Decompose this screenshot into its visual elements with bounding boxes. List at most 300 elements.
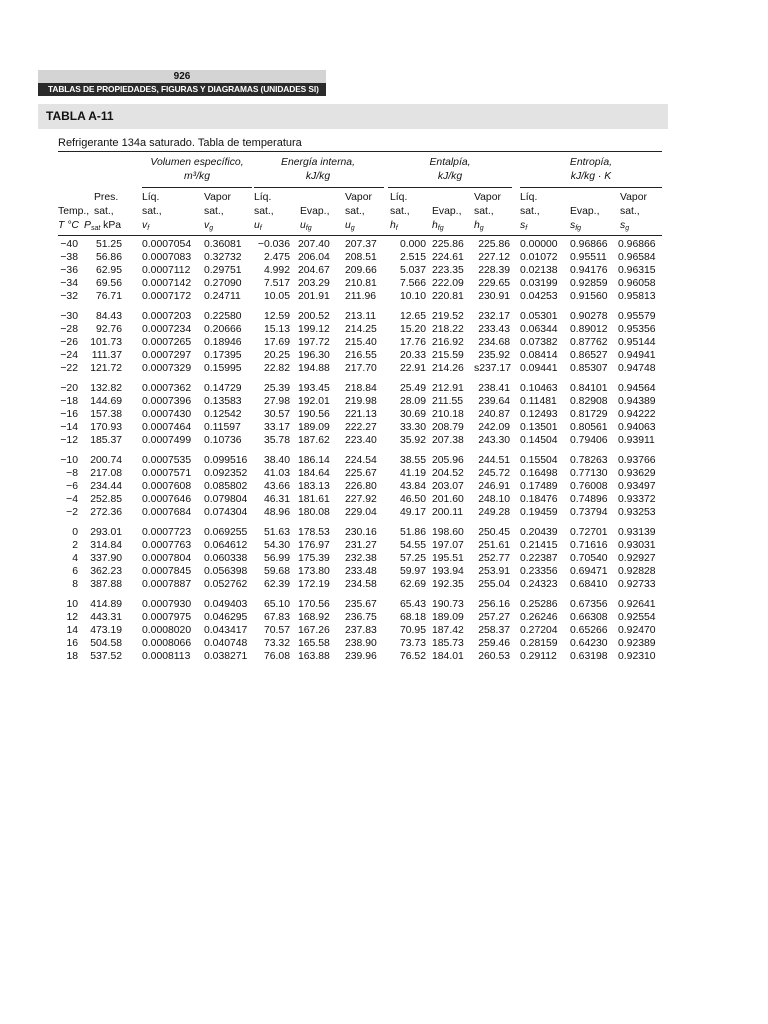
header-hf-symbol: $h_f$ — [390, 220, 398, 232]
cell-vf: 0.0007646 — [142, 494, 192, 505]
cell-ufg: 167.26 — [298, 625, 330, 636]
cell-vf: 0.0007234 — [142, 324, 192, 335]
cell-vg: 0.32732 — [204, 252, 242, 263]
cell-hg: 242.09 — [478, 422, 510, 433]
cell-ug: 215.40 — [345, 337, 377, 348]
cell-sfg: 0.85307 — [570, 363, 608, 374]
cell-vg: 0.12542 — [204, 409, 242, 420]
cell-sg: 0.93911 — [618, 435, 655, 446]
energy-underline — [254, 187, 384, 188]
cell-temp: −6 — [66, 481, 78, 492]
cell-sfg: 0.74896 — [570, 494, 608, 505]
cell-uf: 67.83 — [263, 612, 290, 623]
cell-hf: 15.20 — [399, 324, 426, 335]
cell-ug: 226.80 — [345, 481, 377, 492]
table-row — [58, 362, 662, 375]
cell-pressure: 51.25 — [95, 239, 122, 250]
cell-sfg: 0.67356 — [570, 599, 608, 610]
cell-sf: 0.10463 — [520, 383, 558, 394]
cell-ug: 229.04 — [345, 507, 377, 518]
header-ug-sat: sat., — [345, 206, 365, 217]
cell-ug: 234.58 — [345, 579, 377, 590]
cell-pressure: 414.89 — [90, 599, 122, 610]
cell-ufg: 178.53 — [298, 527, 330, 538]
cell-hg: 246.91 — [478, 481, 510, 492]
cell-hf: 49.17 — [399, 507, 426, 518]
cell-sg: 0.95579 — [618, 311, 656, 322]
cell-temp: 0 — [72, 527, 78, 538]
cell-uf: 33.17 — [263, 422, 290, 433]
table-row — [58, 467, 662, 480]
cell-hfg: 187.42 — [432, 625, 464, 636]
cell-ufg: 187.62 — [298, 435, 330, 446]
table-row — [58, 264, 662, 277]
cell-uf: 27.98 — [263, 396, 290, 407]
cell-sf: 0.08414 — [520, 350, 558, 361]
cell-hg: 249.28 — [478, 507, 510, 518]
cell-vf: 0.0007804 — [142, 553, 192, 564]
cell-hf: 33.30 — [399, 422, 426, 433]
cell-pressure: 144.69 — [90, 396, 122, 407]
cell-uf: 51.63 — [263, 527, 290, 538]
cell-vg: 0.085802 — [204, 481, 248, 492]
header-ug-symbol: $u_g$ — [345, 220, 355, 232]
cell-uf: 15.13 — [263, 324, 290, 335]
cell-temp: −38 — [60, 252, 78, 263]
cell-vf: 0.0007396 — [142, 396, 192, 407]
row-group — [58, 238, 662, 303]
row-group — [58, 310, 662, 375]
cell-sf: 0.15504 — [520, 455, 558, 466]
table-row — [58, 624, 662, 637]
table-label: TABLA A-11 — [38, 104, 668, 129]
cell-hg: 259.46 — [478, 638, 510, 649]
cell-sg: 0.93253 — [618, 507, 656, 518]
cell-vf: 0.0007054 — [142, 239, 192, 250]
cell-vf: 0.0007362 — [142, 383, 192, 394]
cell-sf: 0.13501 — [520, 422, 558, 433]
cell-sg: 0.92389 — [618, 638, 656, 649]
cell-sg: 0.96058 — [618, 278, 656, 289]
cell-vg: 0.20666 — [204, 324, 242, 335]
cell-vf: 0.0008066 — [142, 638, 192, 649]
row-group — [58, 382, 662, 447]
cell-vf: 0.0007763 — [142, 540, 192, 551]
cell-ufg: 181.61 — [298, 494, 330, 505]
cell-sg: 0.94564 — [618, 383, 656, 394]
cell-ufg: 197.72 — [298, 337, 330, 348]
cell-vg: 0.24711 — [204, 291, 241, 302]
cell-temp: 14 — [66, 625, 78, 636]
header-sg-vapor: Vapor — [620, 192, 647, 203]
cell-hfg: 205.96 — [432, 455, 464, 466]
cell-hfg: 214.26 — [432, 363, 464, 374]
cell-pressure: 84.43 — [95, 311, 122, 322]
cell-sf: 0.22387 — [520, 553, 558, 564]
cell-ufg: 201.91 — [298, 291, 330, 302]
cell-vg: 0.074304 — [204, 507, 248, 518]
header-rule — [58, 235, 662, 236]
cell-ufg: 173.80 — [298, 566, 330, 577]
cell-uf: 54.30 — [263, 540, 290, 551]
cell-sf: 0.11481 — [520, 396, 557, 407]
cell-vg: 0.099516 — [204, 455, 248, 466]
cell-vf: 0.0007430 — [142, 409, 192, 420]
cell-hg: 232.17 — [478, 311, 510, 322]
cell-ug: 230.16 — [345, 527, 377, 538]
cell-vf: 0.0007329 — [142, 363, 192, 374]
cell-ufg: 194.88 — [298, 363, 330, 374]
cell-ufg: 168.92 — [298, 612, 330, 623]
cell-ufg: 207.40 — [298, 239, 330, 250]
cell-vg: 0.046295 — [204, 612, 248, 623]
cell-sf: 0.25286 — [520, 599, 558, 610]
cell-sf: 0.20439 — [520, 527, 558, 538]
cell-uf: 43.66 — [263, 481, 290, 492]
cell-sg: 0.92927 — [618, 553, 656, 564]
cell-hg: 240.87 — [478, 409, 510, 420]
cell-ug: 218.84 — [345, 383, 377, 394]
cell-hg: 248.10 — [478, 494, 510, 505]
cell-sfg: 0.65266 — [570, 625, 608, 636]
table-row — [58, 552, 662, 565]
header-uf-symbol: $u_f$ — [254, 220, 262, 232]
cell-hf: 76.52 — [399, 651, 426, 662]
cell-ufg: 180.08 — [298, 507, 330, 518]
cell-ufg: 190.56 — [298, 409, 330, 420]
cell-hfg: 200.11 — [432, 507, 464, 518]
cell-pressure: 337.90 — [90, 553, 122, 564]
table-row — [58, 323, 662, 336]
cell-hfg: 212.91 — [432, 383, 464, 394]
cell-pressure: 101.73 — [90, 337, 122, 348]
cell-vg: 0.056398 — [204, 566, 248, 577]
cell-sfg: 0.87762 — [570, 337, 608, 348]
cell-hg: 257.27 — [478, 612, 510, 623]
cell-pressure: 157.38 — [90, 409, 122, 420]
cell-sf: 0.19459 — [520, 507, 558, 518]
table-row — [58, 238, 662, 251]
header-pres: Pres. — [94, 192, 119, 203]
table-row — [58, 526, 662, 539]
cell-pressure: 362.23 — [90, 566, 122, 577]
cell-hf: 17.76 — [399, 337, 426, 348]
cell-hfg: 184.01 — [432, 651, 464, 662]
cell-vf: 0.0007975 — [142, 612, 192, 623]
cell-temp: −28 — [60, 324, 78, 335]
cell-sf: 0.26246 — [520, 612, 558, 623]
cell-hfg: 207.38 — [432, 435, 464, 446]
cell-hg: 250.45 — [478, 527, 510, 538]
header-ug-vapor: Vapor — [345, 192, 372, 203]
cell-ug: 221.13 — [345, 409, 377, 420]
cell-uf: 22.82 — [263, 363, 290, 374]
cell-vg: 0.36081 — [204, 239, 242, 250]
cell-uf: 41.03 — [263, 468, 290, 479]
cell-hfg: 220.81 — [432, 291, 464, 302]
cell-sfg: 0.63198 — [570, 651, 608, 662]
cell-vf: 0.0007142 — [142, 278, 192, 289]
cell-sf: 0.17489 — [520, 481, 558, 492]
cell-vg: 0.13583 — [204, 396, 242, 407]
cell-pressure: 293.01 — [90, 527, 122, 538]
cell-vg: 0.29751 — [204, 265, 242, 276]
cell-temp: −30 — [60, 311, 78, 322]
cell-vf: 0.0007172 — [142, 291, 192, 302]
cell-sfg: 0.70540 — [570, 553, 608, 564]
cell-sg: 0.93497 — [618, 481, 656, 492]
top-rule — [58, 151, 662, 152]
cell-vf: 0.0007608 — [142, 481, 192, 492]
cell-ug: 211.96 — [345, 291, 377, 302]
cell-uf: 12.59 — [263, 311, 290, 322]
cell-ufg: 199.12 — [298, 324, 330, 335]
cell-temp: −18 — [60, 396, 78, 407]
cell-hg: 234.68 — [478, 337, 510, 348]
cell-hf: 7.566 — [399, 278, 426, 289]
header-vf-sat: sat., — [142, 206, 162, 217]
cell-pressure: 170.93 — [90, 422, 122, 433]
cell-ug: 207.37 — [345, 239, 377, 250]
cell-temp: 18 — [66, 651, 78, 662]
cell-temp: −26 — [60, 337, 78, 348]
cell-temp: 10 — [66, 599, 78, 610]
cell-sg: 0.93629 — [618, 468, 656, 479]
cell-ug: 208.51 — [345, 252, 377, 263]
row-group — [58, 526, 662, 591]
cell-hf: 12.65 — [399, 311, 426, 322]
cell-hg: 260.53 — [478, 651, 510, 662]
cell-ufg: 163.88 — [298, 651, 330, 662]
cell-hg: 244.51 — [478, 455, 510, 466]
cell-ug: 224.54 — [345, 455, 377, 466]
cell-pressure: 314.84 — [90, 540, 122, 551]
table-row — [58, 290, 662, 303]
cell-hfg: 190.73 — [432, 599, 464, 610]
header-enthalpy-group: Entalpía, kJ/kg — [429, 157, 471, 182]
cell-ug: 219.98 — [345, 396, 377, 407]
header-pres-symbol: $P_{sat}$ kPa — [84, 220, 122, 232]
cell-sfg: 0.95511 — [570, 252, 607, 263]
cell-pressure: 272.36 — [90, 507, 122, 518]
cell-pressure: 111.37 — [91, 350, 122, 361]
cell-hf: 51.86 — [399, 527, 426, 538]
table-row — [58, 421, 662, 434]
volume-underline — [142, 187, 252, 188]
cell-temp: −22 — [60, 363, 78, 374]
header-sf-symbol: $s_f$ — [520, 220, 528, 232]
header-hg-sat: sat., — [474, 206, 494, 217]
cell-vg: 0.064612 — [204, 540, 248, 551]
cell-pressure: 504.58 — [90, 638, 122, 649]
cell-uf: 46.31 — [263, 494, 290, 505]
cell-ufg: 203.29 — [298, 278, 330, 289]
cell-sfg: 0.64230 — [570, 638, 608, 649]
header-ufg-evap: Evap., — [300, 206, 330, 217]
cell-hf: 43.84 — [399, 481, 426, 492]
cell-pressure: 387.88 — [90, 579, 122, 590]
header-sfg-evap: Evap., — [570, 206, 600, 217]
cell-temp: −32 — [60, 291, 78, 302]
table-row — [58, 395, 662, 408]
cell-vg: 0.069255 — [204, 527, 248, 538]
cell-hf: 41.19 — [399, 468, 426, 479]
cell-vg: 0.17395 — [204, 350, 242, 361]
cell-hf: 25.49 — [399, 383, 426, 394]
cell-sfg: 0.92859 — [570, 278, 608, 289]
table-row — [58, 493, 662, 506]
cell-sfg: 0.68410 — [570, 579, 608, 590]
table-row — [58, 506, 662, 519]
cell-sf: 0.21415 — [520, 540, 558, 551]
cell-hfg: 208.79 — [432, 422, 464, 433]
table-row — [58, 277, 662, 290]
cell-sf: 0.23356 — [520, 566, 558, 577]
cell-temp: −36 — [60, 265, 78, 276]
cell-sg: 0.92828 — [618, 566, 656, 577]
cell-ug: 214.25 — [345, 324, 377, 335]
cell-sf: 0.12493 — [520, 409, 558, 420]
cell-hf: 68.18 — [399, 612, 426, 623]
table-row — [58, 382, 662, 395]
page-number: 926 — [38, 70, 326, 83]
cell-sfg: 0.86527 — [570, 350, 608, 361]
cell-uf: 76.08 — [263, 651, 290, 662]
cell-ufg: 170.56 — [298, 599, 330, 610]
cell-sf: 0.06344 — [520, 324, 558, 335]
cell-temp: −4 — [66, 494, 78, 505]
header-pres-sat: sat., — [94, 206, 114, 217]
cell-hf: 10.10 — [399, 291, 426, 302]
cell-pressure: 92.76 — [95, 324, 122, 335]
cell-temp: 2 — [72, 540, 78, 551]
cell-hfg: 211.55 — [432, 396, 464, 407]
cell-hfg: 204.52 — [432, 468, 464, 479]
cell-sg: 0.94941 — [618, 350, 656, 361]
table-row — [58, 434, 662, 447]
table-row — [58, 611, 662, 624]
cell-ufg: 165.58 — [298, 638, 330, 649]
cell-vg: 0.040748 — [204, 638, 248, 649]
cell-hg: s237.17 — [474, 363, 511, 374]
cell-hg: 239.64 — [478, 396, 510, 407]
cell-ug: 223.40 — [345, 435, 377, 446]
cell-hf: 59.97 — [399, 566, 426, 577]
cell-pressure: 132.82 — [90, 383, 122, 394]
cell-sg: 0.95356 — [618, 324, 656, 335]
cell-vf: 0.0007684 — [142, 507, 192, 518]
table-row — [58, 539, 662, 552]
cell-vg: 0.14729 — [204, 383, 242, 394]
cell-ufg: 175.39 — [298, 553, 330, 564]
cell-hfg: 197.07 — [432, 540, 464, 551]
cell-temp: −20 — [60, 383, 78, 394]
table-row — [58, 637, 662, 650]
cell-pressure: 217.08 — [90, 468, 122, 479]
cell-uf: 59.68 — [263, 566, 290, 577]
cell-sf: 0.16498 — [520, 468, 558, 479]
cell-uf: 38.40 — [263, 455, 290, 466]
cell-hfg: 215.59 — [432, 350, 464, 361]
cell-vg: 0.060338 — [204, 553, 248, 564]
cell-vg: 0.092352 — [204, 468, 248, 479]
cell-uf: 10.05 — [263, 291, 290, 302]
cell-uf: 7.517 — [263, 278, 290, 289]
cell-hfg: 189.09 — [432, 612, 464, 623]
cell-temp: 6 — [72, 566, 78, 577]
cell-ug: 222.27 — [345, 422, 377, 433]
cell-ufg: 200.52 — [298, 311, 330, 322]
cell-ug: 209.66 — [345, 265, 377, 276]
cell-hf: 30.69 — [399, 409, 426, 420]
cell-sfg: 0.84101 — [570, 383, 608, 394]
cell-hfg: 224.61 — [432, 252, 464, 263]
cell-sf: 0.29112 — [520, 651, 557, 662]
cell-temp: −10 — [60, 455, 78, 466]
cell-temp: −14 — [60, 422, 78, 433]
cell-vf: 0.0008113 — [142, 651, 191, 662]
cell-ug: 235.67 — [345, 599, 377, 610]
enthalpy-underline — [388, 187, 512, 188]
cell-sf: 0.00000 — [520, 239, 558, 250]
book-section-header: TABLAS DE PROPIEDADES, FIGURAS Y DIAGRAMAS (UNIDADES SI) — [38, 83, 326, 96]
cell-vf: 0.0007499 — [142, 435, 192, 446]
cell-hfg: 203.07 — [432, 481, 464, 492]
cell-sfg: 0.77130 — [570, 468, 608, 479]
cell-ufg: 176.97 — [298, 540, 330, 551]
cell-hg: 245.72 — [478, 468, 510, 479]
table-row — [58, 349, 662, 362]
cell-pressure: 185.37 — [90, 435, 122, 446]
cell-vf: 0.0007723 — [142, 527, 192, 538]
header-sg-sat: sat., — [620, 206, 640, 217]
cell-uf: −0.036 — [257, 239, 290, 250]
cell-hfg: 192.35 — [432, 579, 464, 590]
header-sf-liq: Líq. — [520, 192, 538, 203]
cell-hf: 73.73 — [399, 638, 426, 649]
cell-sfg: 0.94176 — [570, 265, 608, 276]
cell-hf: 65.43 — [399, 599, 426, 610]
table-row — [58, 454, 662, 467]
header-volume-group: Volumen específico, m³/kg — [150, 157, 244, 182]
cell-sf: 0.03199 — [520, 278, 558, 289]
cell-ufg: 189.09 — [298, 422, 330, 433]
cell-sf: 0.14504 — [520, 435, 558, 446]
cell-ug: 217.70 — [345, 363, 377, 374]
cell-hg: 225.86 — [478, 239, 510, 250]
cell-sfg: 0.69471 — [570, 566, 608, 577]
cell-sf: 0.01072 — [520, 252, 558, 263]
cell-vg: 0.10736 — [204, 435, 242, 446]
cell-sfg: 0.96866 — [570, 239, 608, 250]
header-hfg-evap: Evap., — [432, 206, 462, 217]
cell-temp: 12 — [66, 612, 78, 623]
cell-vf: 0.0007464 — [142, 422, 192, 433]
cell-hg: 251.61 — [478, 540, 510, 551]
cell-pressure: 252.85 — [90, 494, 122, 505]
cell-sg: 0.93766 — [618, 455, 656, 466]
cell-hg: 253.91 — [478, 566, 510, 577]
cell-vf: 0.0007571 — [142, 468, 192, 479]
cell-uf: 25.39 — [263, 383, 290, 394]
cell-vf: 0.0007535 — [142, 455, 192, 466]
cell-hf: 20.33 — [399, 350, 426, 361]
cell-vg: 0.038271 — [204, 651, 248, 662]
cell-hg: 238.41 — [478, 383, 510, 394]
cell-pressure: 537.52 — [90, 651, 122, 662]
table-row — [58, 650, 662, 663]
header-vf-liq: Líq. — [142, 192, 160, 203]
